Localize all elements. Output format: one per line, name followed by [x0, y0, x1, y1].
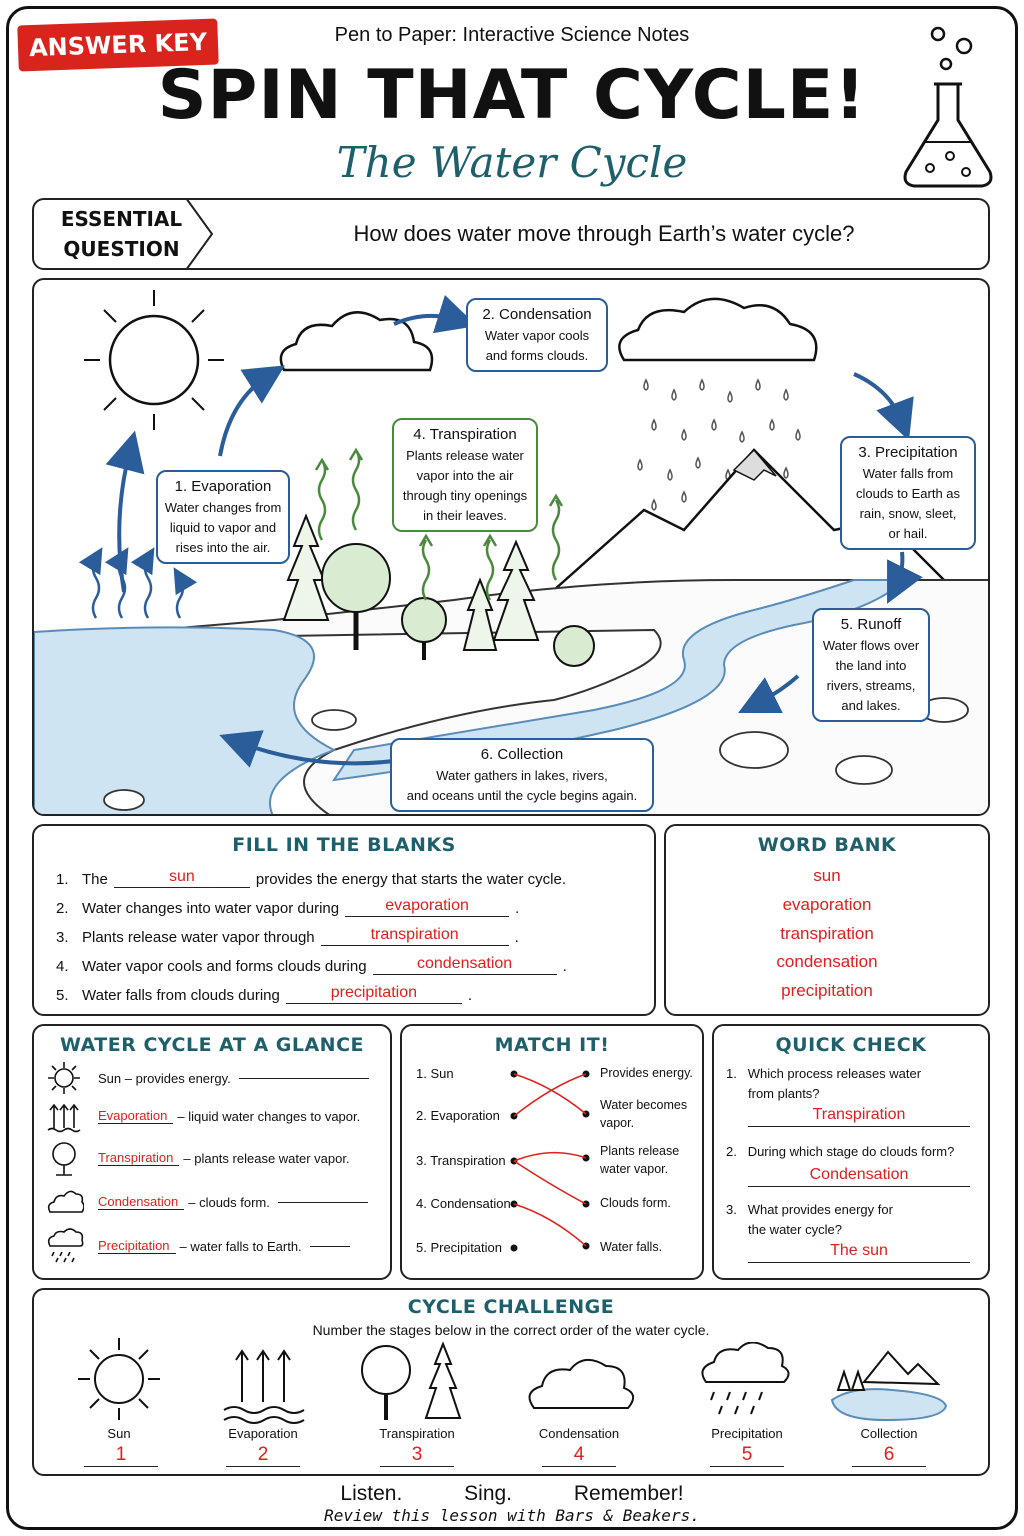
fib-num: 5.	[56, 987, 69, 1004]
fib-after: provides the energy that starts the water cycle.	[255, 871, 567, 888]
callout-title: 3. Precipitation	[858, 444, 958, 461]
callout-line: clouds to Earth as	[855, 486, 961, 501]
callout-line: Water falls from	[862, 466, 954, 481]
match-box	[400, 1024, 704, 1280]
glance-blank[interactable]	[239, 1078, 369, 1079]
fib-before: Plants release water vapor through	[82, 929, 315, 946]
essential-question-box	[32, 198, 990, 270]
trees-icon	[356, 1340, 466, 1426]
match-right-line: Water falls.	[600, 1240, 663, 1254]
fib-item-2	[56, 891, 519, 917]
fib-answer[interactable]: evaporation	[345, 896, 509, 917]
fib-before: Water vapor cools and forms clouds during	[82, 958, 367, 975]
callout-line: and forms clouds.	[485, 348, 589, 363]
stage-number-input[interactable]: 6	[852, 1444, 926, 1467]
fib-item-1	[56, 862, 566, 888]
stage-number-input[interactable]: 5	[710, 1444, 784, 1467]
fib-answer[interactable]: precipitation	[286, 983, 462, 1004]
qc-line: What provides energy for	[747, 1202, 893, 1217]
fib-after: .	[514, 929, 519, 946]
eq-label-line2: QUESTION	[63, 237, 180, 261]
cloud-icon	[281, 312, 432, 370]
quick-check-question-2	[726, 1142, 954, 1162]
fib-item-3	[56, 920, 519, 946]
stage-number-input[interactable]: 2	[226, 1444, 300, 1467]
flask-icon	[896, 22, 1000, 192]
word-bank-item: evaporation	[782, 895, 872, 914]
vapor-arrows-icon	[44, 1098, 84, 1134]
glance-title: WATER CYCLE AT A GLANCE	[59, 1034, 365, 1056]
page-title: SPIN THAT CYCLE!	[157, 56, 867, 135]
footer-word: Listen.	[340, 1482, 403, 1505]
match-left-item: 1. Sun	[416, 1066, 454, 1081]
glance-text: – water falls to Earth.	[179, 1238, 302, 1254]
qc-num: 2.	[726, 1144, 737, 1159]
quick-check-question-3	[726, 1200, 893, 1240]
match-right-line: water vapor.	[600, 1162, 669, 1176]
fib-answer[interactable]: transpiration	[321, 925, 509, 946]
glance-row-sun	[44, 1058, 369, 1098]
callout-line: the land into	[835, 658, 907, 673]
sun-icon	[84, 290, 224, 430]
match-right-item	[600, 1194, 671, 1212]
fib-answer[interactable]: condensation	[373, 954, 557, 975]
callout-line: Water vapor cools	[484, 328, 590, 343]
footer-word: Remember!	[573, 1482, 684, 1505]
rain-cloud-icon	[619, 299, 816, 360]
match-right-item	[600, 1238, 662, 1256]
word-bank-item: transpiration	[780, 924, 874, 943]
glance-text: – plants release water vapor.	[183, 1150, 350, 1166]
fib-item-5	[56, 978, 472, 1004]
callout-collection	[390, 738, 654, 812]
match-left-item: 3. Transpiration	[416, 1153, 506, 1168]
glance-row-evaporation	[44, 1096, 360, 1136]
word-bank-item: sun	[813, 866, 841, 885]
footer-word: Sing.	[464, 1482, 513, 1505]
word-bank-box	[664, 824, 990, 1016]
callout-line: in their leaves.	[423, 508, 507, 523]
callout-line: rivers, streams,	[826, 678, 916, 693]
qc-line: the water cycle?	[748, 1222, 842, 1237]
match-right-item	[600, 1096, 687, 1132]
essential-question-text: How does water move through Earth’s water cycle?	[353, 221, 855, 246]
match-right-line: Plants release	[600, 1144, 680, 1158]
tree-icon	[44, 1140, 84, 1176]
word-bank-item: precipitation	[781, 981, 873, 1000]
cloud-icon	[520, 1350, 640, 1420]
water-cycle-diagram	[32, 278, 990, 816]
match-right-item	[600, 1142, 679, 1178]
callout-transpiration	[392, 418, 538, 532]
match-right-line: Clouds form.	[600, 1196, 671, 1210]
stage-number-input[interactable]: 1	[84, 1444, 158, 1467]
glance-answer: Transpiration	[98, 1150, 179, 1166]
fill-in-blanks-box	[32, 824, 656, 1016]
callout-line: rises into the air.	[175, 540, 271, 555]
sun-icon	[44, 1060, 84, 1096]
cycle-challenge-title: CYCLE CHALLENGE	[407, 1296, 615, 1318]
quick-check-answer-1[interactable]: Transpiration	[748, 1104, 970, 1127]
stage-label-precipitation: Precipitation	[711, 1426, 783, 1441]
callout-line: Water gathers in lakes, rivers,	[436, 768, 608, 783]
series-title: Pen to Paper: Interactive Science Notes	[334, 24, 690, 46]
chevron-right-icon	[184, 198, 216, 270]
stage-label-transpiration: Transpiration	[379, 1426, 455, 1441]
fib-after: .	[515, 900, 520, 917]
fib-item-4	[56, 949, 567, 975]
glance-row-precipitation	[44, 1226, 350, 1266]
fib-answer[interactable]: sun	[114, 867, 250, 888]
fib-before: Water falls from clouds during	[82, 987, 280, 1004]
fib-num: 4.	[56, 958, 69, 975]
answer-key-badge: ANSWER KEY	[17, 19, 218, 72]
stage-label-evaporation: Evaporation	[228, 1426, 298, 1441]
evaporation-icon	[218, 1342, 308, 1426]
fill-in-blanks-title: FILL IN THE BLANKS	[232, 834, 456, 856]
essential-question-label	[34, 200, 209, 268]
quick-check-answer-2[interactable]: Condensation	[748, 1164, 970, 1187]
glance-text: Sun – provides energy.	[98, 1070, 231, 1086]
callout-condensation	[466, 298, 608, 372]
footer-tagline: Review this lesson with Bars & Beakers.	[324, 1506, 700, 1525]
glance-blank[interactable]	[310, 1246, 350, 1247]
glance-answer: Precipitation	[98, 1238, 176, 1254]
glance-box	[32, 1024, 392, 1280]
match-right-line: vapor.	[600, 1116, 635, 1130]
qc-num: 3.	[726, 1202, 737, 1217]
qc-num: 1.	[726, 1066, 737, 1081]
callout-line: Water flows over	[822, 638, 920, 653]
glance-text: – liquid water changes to vapor.	[177, 1108, 361, 1124]
cloud-icon	[44, 1184, 84, 1220]
stage-label-sun: Sun	[107, 1426, 131, 1441]
callout-line: Water changes from	[164, 500, 282, 515]
footer-slogan	[0, 1482, 1024, 1506]
glance-row-condensation	[44, 1182, 368, 1222]
word-bank-item: condensation	[776, 952, 878, 971]
qc-line: from plants?	[748, 1086, 820, 1101]
word-bank-title: WORD BANK	[757, 834, 897, 856]
fib-num: 2.	[56, 900, 69, 917]
stage-label-condensation: Condensation	[538, 1426, 620, 1441]
match-right-item	[600, 1064, 693, 1082]
callout-line: through tiny openings	[402, 488, 528, 503]
stage-number-input[interactable]: 3	[380, 1444, 454, 1467]
cycle-challenge-box	[32, 1288, 990, 1476]
callout-title: 6. Collection	[480, 746, 564, 763]
lake-icon	[824, 1342, 954, 1428]
sun-icon	[74, 1334, 164, 1424]
glance-blank[interactable]	[278, 1202, 368, 1203]
callout-runoff	[812, 608, 930, 722]
fib-before: The	[82, 871, 108, 888]
callout-line: and lakes.	[841, 698, 901, 713]
fib-num: 1.	[56, 871, 69, 888]
match-right-line: Provides energy.	[600, 1066, 693, 1080]
fib-after: .	[562, 958, 567, 975]
quick-check-box	[712, 1024, 990, 1280]
callout-line: or hail.	[888, 526, 928, 541]
callout-line: Plants release water	[406, 448, 524, 463]
callout-precipitation	[840, 436, 976, 550]
glance-text: – clouds form.	[188, 1194, 270, 1210]
quick-check-title: QUICK CHECK	[775, 1034, 927, 1056]
match-title: MATCH IT!	[494, 1034, 610, 1056]
callout-line: vapor into the air	[416, 468, 514, 483]
cycle-challenge-instructions: Number the stages below in the correct order of the water cycle.	[312, 1322, 710, 1338]
callout-line: and oceans until the cycle begins again.	[406, 788, 638, 803]
stage-number-input[interactable]: 4	[542, 1444, 616, 1467]
callout-line: liquid to vapor and	[169, 520, 277, 535]
glance-row-transpiration	[44, 1138, 350, 1178]
page-subtitle: The Water Cycle	[336, 138, 688, 187]
callout-line: rain, snow, sleet,	[859, 506, 957, 521]
match-right-line: Water becomes	[600, 1098, 688, 1112]
callout-title: 5. Runoff	[840, 616, 902, 633]
eq-label-line1: ESSENTIAL	[60, 207, 183, 231]
glance-answer: Condensation	[98, 1194, 184, 1210]
match-left-item: 4. Condensation	[416, 1196, 511, 1211]
quick-check-answer-3[interactable]: The sun	[748, 1240, 970, 1263]
match-left-item: 5. Precipitation	[416, 1240, 502, 1255]
callout-title: 4. Transpiration	[413, 426, 517, 443]
stage-label-collection: Collection	[860, 1426, 918, 1441]
rain-cloud-icon	[694, 1342, 794, 1428]
callout-title: 1. Evaporation	[174, 478, 272, 495]
rain-cloud-icon	[44, 1228, 84, 1264]
callout-title: 2. Condensation	[482, 306, 592, 323]
fib-num: 3.	[56, 929, 69, 946]
qc-line: During which stage do clouds form?	[747, 1144, 955, 1159]
fib-after: .	[467, 987, 473, 1004]
glance-answer: Evaporation	[98, 1108, 173, 1124]
quick-check-question-1	[726, 1064, 921, 1104]
match-left-item: 2. Evaporation	[416, 1108, 500, 1123]
callout-evaporation	[156, 470, 290, 564]
qc-line: Which process releases water	[747, 1066, 922, 1081]
fib-before: Water changes into water vapor during	[82, 900, 340, 917]
